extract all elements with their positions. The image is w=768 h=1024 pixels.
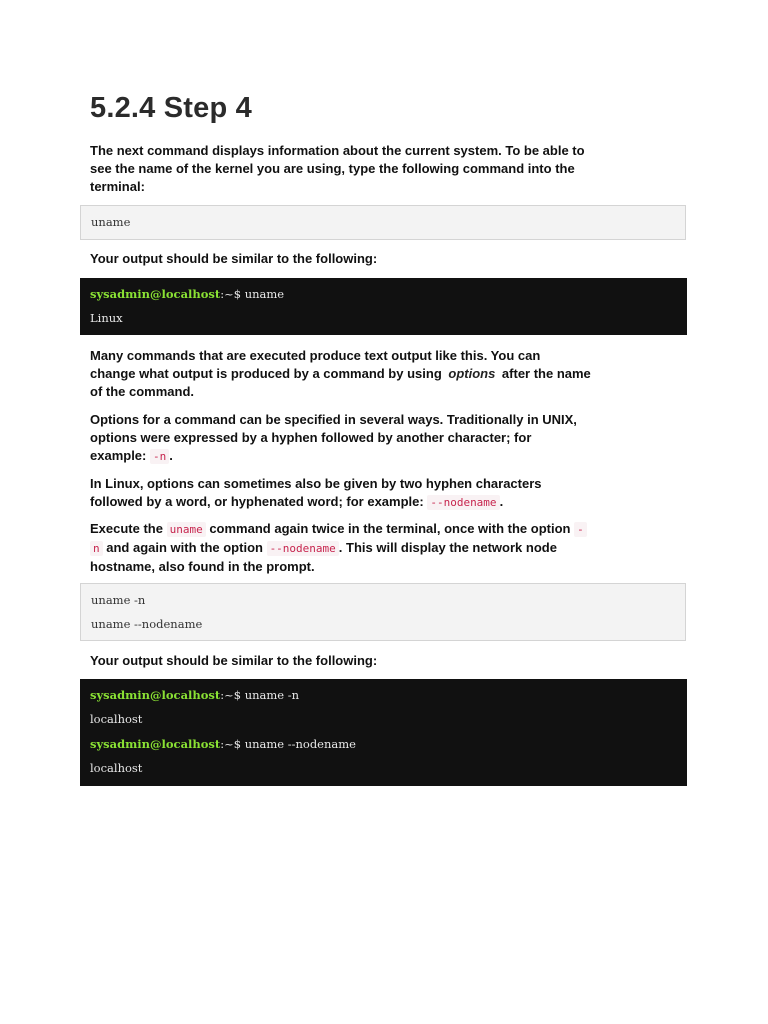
inline-code: uname bbox=[167, 522, 206, 537]
command-box[interactable] bbox=[80, 205, 686, 240]
terminal-line bbox=[90, 737, 356, 751]
terminal-output-line: localhost bbox=[90, 761, 143, 775]
intro-line: terminal: bbox=[90, 179, 145, 194]
options-paragraph bbox=[90, 347, 678, 401]
text-span: and again with the option bbox=[102, 540, 267, 555]
text-span: command again twice in the terminal, once with the option bbox=[205, 521, 575, 536]
terminal-output-line: localhost bbox=[90, 712, 143, 726]
paragraph-line: of the command. bbox=[90, 384, 195, 399]
emphasis-options: options bbox=[448, 366, 496, 381]
command-box[interactable] bbox=[80, 583, 686, 641]
paragraph-line bbox=[90, 493, 678, 512]
paragraph-line: Many commands that are executed produce text output like this. You can bbox=[90, 348, 541, 363]
text-span: . This will display the network node bbox=[338, 540, 557, 555]
paragraph-line: hostname, also found in the prompt. bbox=[90, 559, 315, 574]
terminal-line bbox=[90, 287, 284, 301]
command-line[interactable]: uname bbox=[91, 215, 131, 229]
intro-paragraph bbox=[90, 142, 678, 196]
terminal-command: uname --nodename bbox=[244, 737, 356, 751]
paragraph-line: In Linux, options can sometimes also be given by two hyphen characters bbox=[90, 476, 542, 491]
output-intro: Your output should be similar to the following: bbox=[90, 251, 378, 266]
text-span: followed by a word, or hyphenated word; for example: bbox=[90, 494, 428, 509]
text-span: . bbox=[499, 494, 504, 509]
intro-line: The next command displays information about the current system. To be able to bbox=[90, 143, 585, 158]
prompt-user: sysadmin@localhost bbox=[90, 737, 221, 751]
text-span: after the name bbox=[498, 366, 591, 381]
paragraph-line bbox=[90, 447, 678, 466]
text-span: change what output is produced by a command by using bbox=[90, 366, 446, 381]
prompt-user: sysadmin@localhost bbox=[90, 688, 221, 702]
terminal-line bbox=[90, 688, 299, 702]
terminal-command: uname bbox=[244, 287, 285, 301]
inline-code: n bbox=[90, 541, 103, 556]
inline-code: --nodename bbox=[267, 541, 339, 556]
text-span: Execute the bbox=[90, 521, 167, 536]
command-line[interactable]: uname -n bbox=[91, 593, 146, 607]
inline-code: -n bbox=[150, 449, 169, 464]
output-intro: Your output should be similar to the following: bbox=[90, 653, 378, 668]
paragraph-line bbox=[90, 520, 678, 539]
linux-paragraph bbox=[90, 475, 678, 512]
prompt-separator: :~$ bbox=[220, 688, 245, 702]
prompt-user: sysadmin@localhost bbox=[90, 287, 221, 301]
terminal-command: uname -n bbox=[244, 688, 300, 702]
text-span: . bbox=[169, 448, 173, 463]
prompt-separator: :~$ bbox=[220, 287, 245, 301]
paragraph-line: Options for a command can be specified in several ways. Traditionally in UNIX, bbox=[90, 412, 577, 427]
text-span: example: bbox=[90, 448, 150, 463]
intro-line: see the name of the kernel you are using, type the following command into the bbox=[90, 161, 575, 176]
terminal-output bbox=[80, 679, 687, 786]
command-line[interactable]: uname --nodename bbox=[91, 617, 203, 631]
page-title: 5.2.4 Step 4 bbox=[90, 92, 252, 124]
terminal-output-line: Linux bbox=[90, 311, 123, 325]
execute-paragraph bbox=[90, 520, 678, 576]
inline-code: - bbox=[574, 522, 587, 537]
paragraph-line bbox=[90, 539, 678, 558]
terminal-output bbox=[80, 278, 687, 335]
unix-paragraph bbox=[90, 411, 678, 466]
inline-code: --nodename bbox=[427, 495, 499, 510]
prompt-separator: :~$ bbox=[220, 737, 245, 751]
paragraph-line bbox=[90, 365, 678, 383]
paragraph-line: options were expressed by a hyphen followed by another character; for bbox=[90, 430, 532, 445]
